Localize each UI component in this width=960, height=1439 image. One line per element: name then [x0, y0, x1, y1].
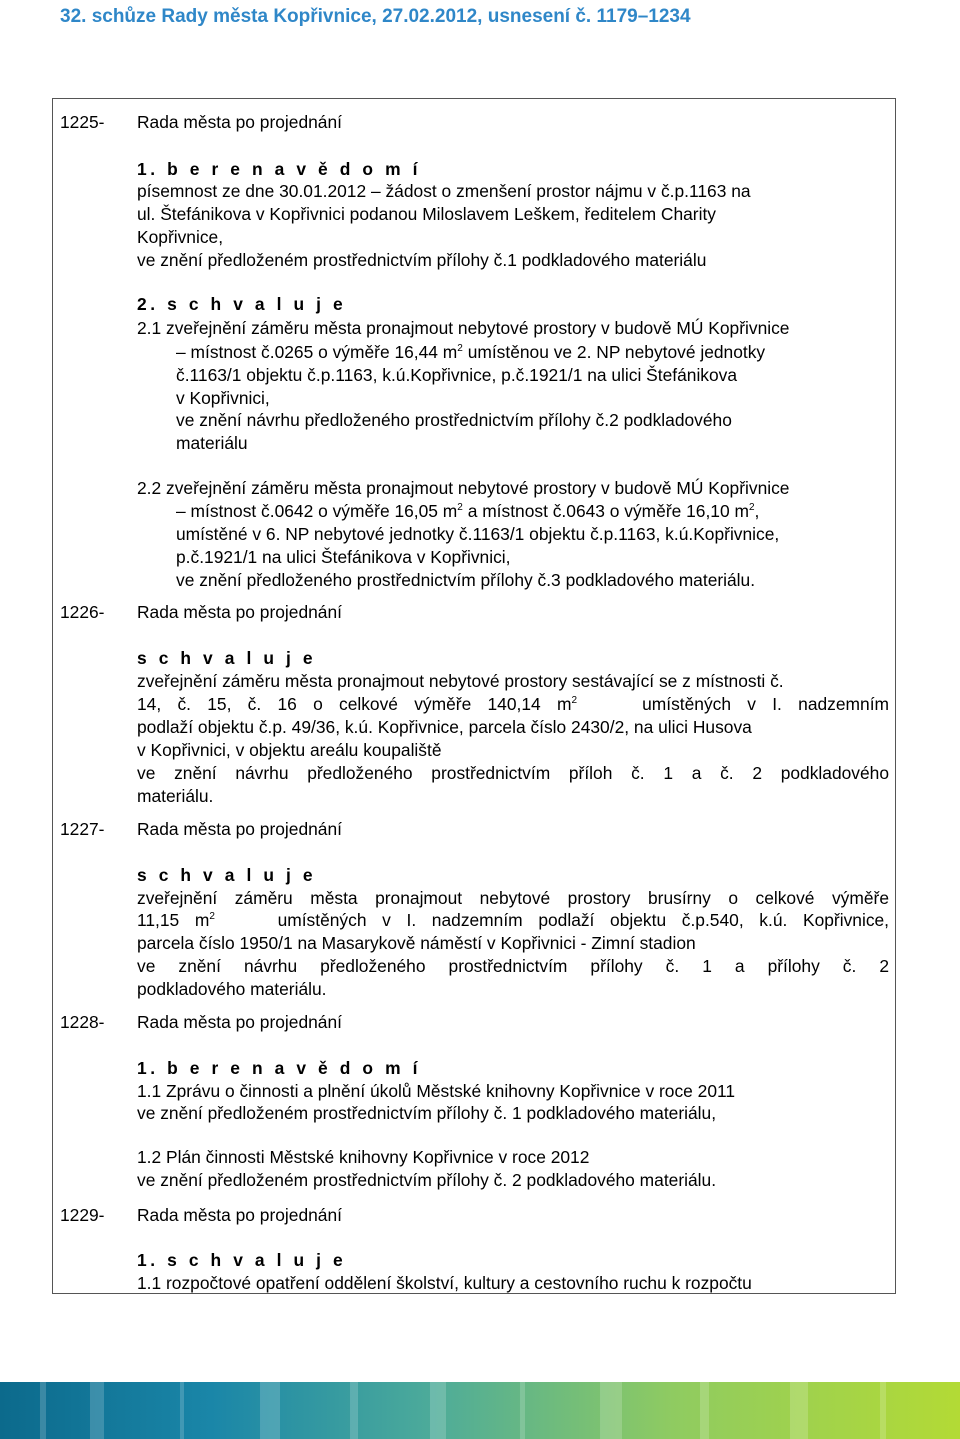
resolution-text: písemnost ze dne 30.01.2012 – žádost o zmenšení prostor nájmu v č.p.1163 na	[137, 181, 751, 201]
resolution-text: 1.1 Zprávu o činnosti a plnění úkolů Městské knihovny Kopřivnice v roce 2011	[137, 1081, 736, 1101]
resolution-text: ve znění návrhu předloženého prostřednictvím přílohy č.2 podkladového	[176, 410, 732, 430]
resolution-text: v Kopřivnici, v objektu areálu koupaliště	[137, 740, 442, 760]
resolution-text: podlaží objektu č.p. 49/36, k.ú. Kopřivnice, parcela číslo 2430/2, na ulici Husova	[137, 717, 752, 737]
resolution-text: 14, č. 15, č. 16 o celkové výměře 140,14 $m^2$ umístěných v I. nadzemním	[137, 694, 890, 714]
footer-stripe	[880, 1382, 886, 1439]
footer-stripe	[260, 1382, 280, 1439]
footer-stripe	[180, 1382, 184, 1439]
resolution-number: 1228-	[60, 1012, 105, 1032]
resolution-intro: Rada města po projednání	[137, 602, 342, 622]
resolution-text: 1.1 rozpočtové opatření oddělení školství, kultury a cestovního ruchu k rozpočtu	[137, 1273, 752, 1293]
resolution-text: ve znění předloženém prostřednictvím přílohy č.1 podkladového materiálu	[137, 250, 707, 270]
resolution-intro: Rada města po projednání	[137, 1012, 342, 1032]
resolution-text: – místnost č.0265 o výměře 16,44 $m^2$ umístěnou ve 2. NP nebytové jednotky	[176, 342, 766, 362]
resolution-heading: 2. s c h v a l u j e	[137, 294, 347, 314]
resolution-text: umístěné v 6. NP nebytové jednotky č.1163/1 objektu č.p.1163, k.ú.Kopřivnice,	[176, 524, 780, 544]
resolution-intro: Rada města po projednání	[137, 819, 342, 839]
footer-stripe	[430, 1382, 446, 1439]
resolution-intro: Rada města po projednání	[137, 112, 342, 132]
resolution-number: 1226-	[60, 602, 105, 622]
resolution-text: č.1163/1 objektu č.p.1163, k.ú.Kopřivnice, p.č.1921/1 na ulici Štefánikova	[176, 365, 738, 385]
resolution-heading: s c h v a l u j e	[137, 648, 317, 668]
resolution-heading: 1. b e r e n a v ě d o m í	[137, 1058, 421, 1078]
resolution-text: zveřejnění záměru města pronajmout nebytové prostory sestávající se z místnosti č.	[137, 671, 784, 691]
resolution-text: v Kopřivnici,	[176, 388, 270, 408]
resolution-text: Kopřivnice,	[137, 227, 224, 247]
resolution-text: podkladového materiálu.	[137, 979, 327, 999]
footer-stripe	[790, 1382, 808, 1439]
footer-stripe	[520, 1382, 525, 1439]
resolution-text: ul. Štefánikova v Kopřivnici podanou Miloslavem Leškem, ředitelem Charity	[137, 204, 716, 224]
footer-stripe	[600, 1382, 622, 1439]
resolution-intro: Rada města po projednání	[137, 1205, 342, 1225]
resolution-text: ve znění předloženém prostřednictvím přílohy č. 1 podkladového materiálu,	[137, 1103, 717, 1123]
resolution-text: ve znění předloženého prostřednictvím přílohy č.3 podkladového materiálu.	[176, 570, 756, 590]
page-title: 32. schůze Rady města Kopřivnice, 27.02.2012, usnesení č. 1179–1234	[60, 6, 691, 27]
resolution-heading: 1. s c h v a l u j e	[137, 1250, 347, 1270]
resolution-text: – místnost č.0642 o výměře 16,05 $m^2$ a místnost č.0643 o výměře 16,10 $m^2$,	[176, 501, 760, 521]
footer-stripe	[90, 1382, 104, 1439]
resolution-text: ve znění návrhu předloženého prostřednictvím příloh č. 1 a č. 2 podkladového	[137, 763, 889, 783]
resolution-text: ve znění předloženém prostřednictvím přílohy č. 2 podkladového materiálu.	[137, 1170, 717, 1190]
footer-stripe	[40, 1382, 46, 1439]
resolution-text: 1.2 Plán činnosti Městské knihovny Kopřivnice v roce 2012	[137, 1147, 590, 1167]
footer-stripe	[700, 1382, 709, 1439]
resolution-text: ve znění návrhu předloženého prostřednictvím přílohy č. 1 a přílohy č. 2	[137, 956, 889, 976]
footer-stripe	[350, 1382, 358, 1439]
resolution-text: 2.2 zveřejnění záměru města pronajmout nebytové prostory v budově MÚ Kopřivnice	[137, 478, 790, 498]
resolution-text: materiálu.	[137, 786, 214, 806]
resolution-text: p.č.1921/1 na ulici Štefánikova v Kopřivnici,	[176, 547, 511, 567]
resolution-text: 11,15 $m^2$ umístěných v I. nadzemním podlaží objektu č.p.540, k.ú. Kopřivnice,	[137, 910, 890, 930]
resolution-heading: s c h v a l u j e	[137, 865, 317, 885]
resolution-text: materiálu	[176, 433, 248, 453]
footer-gradient-band	[0, 1382, 960, 1439]
resolution-number: 1229-	[60, 1205, 105, 1225]
resolution-number: 1225-	[60, 112, 105, 132]
resolution-text: parcela číslo 1950/1 na Masarykově náměstí v Kopřivnici - Zimní stadion	[137, 933, 696, 953]
resolution-text: 2.1 zveřejnění záměru města pronajmout nebytové prostory v budově MÚ Kopřivnice	[137, 318, 790, 338]
resolution-text: zveřejnění záměru města pronajmout nebytové prostory brusírny o celkové výměře	[137, 888, 889, 908]
resolution-number: 1227-	[60, 819, 105, 839]
resolution-heading: 1. b e r e n a v ě d o m í	[137, 159, 421, 179]
